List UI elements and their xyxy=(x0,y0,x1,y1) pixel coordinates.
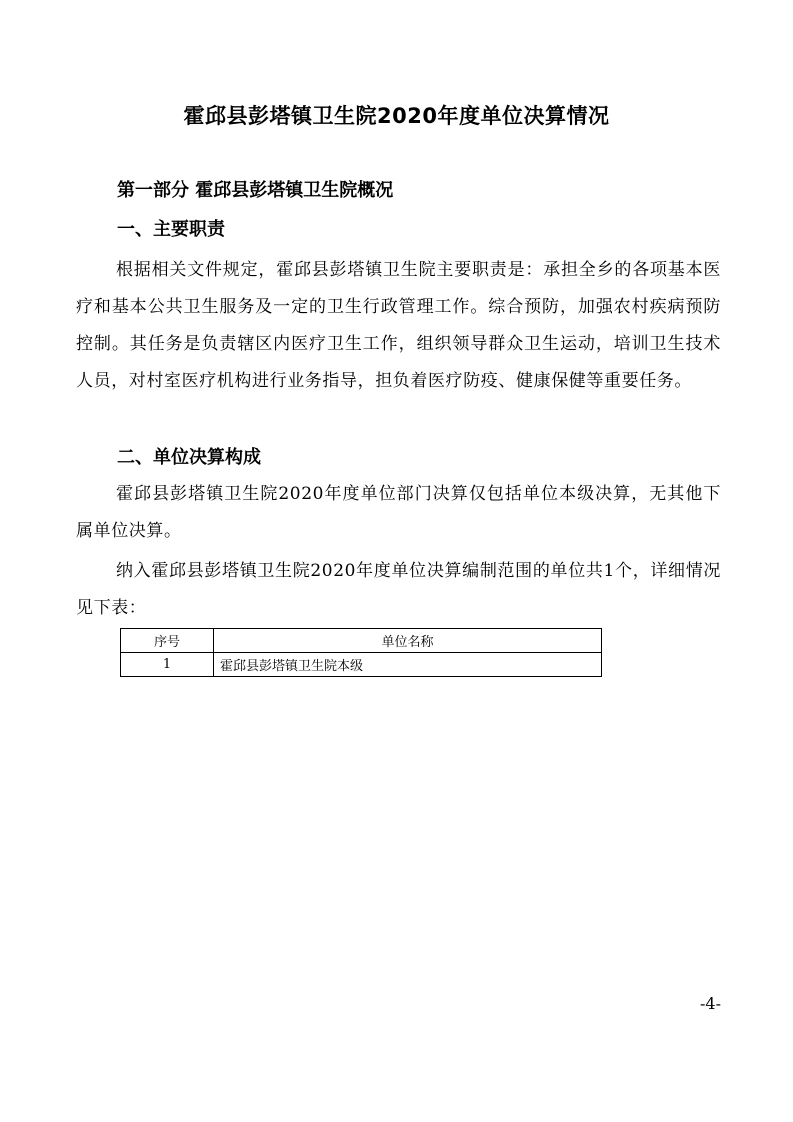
section-heading-composition: 二、单位决算构成 xyxy=(117,447,261,468)
cell-index: 1 xyxy=(121,653,214,677)
document-title: 霍邱县彭塔镇卫生院2020年度单位决算情况 xyxy=(183,104,610,128)
table-row xyxy=(121,653,602,677)
section-heading-duties: 一、主要职责 xyxy=(117,219,225,240)
duties-paragraph: 根据相关文件规定，霍邱县彭塔镇卫生院主要职责是：承担全乡的各项基本医疗和基本公共卫生服务及一定的卫生行政管理工作。综合预防，加强农村疾病预防控制。其任务是负责辖区内医疗卫生工作，组织领导群众卫生运动，培训卫生技术人员，对村室医疗机构进行业务指导，担负着医疗防疫、健康保健等重要任务。 xyxy=(76,260,721,391)
composition-paragraph: 霍邱县彭塔镇卫生院2020年度单位部门决算仅包括单位本级决算，无其他下属单位决算。 xyxy=(76,484,721,541)
units-table xyxy=(120,628,602,677)
scope-paragraph: 纳入霍邱县彭塔镇卫生院2020年度单位决算编制范围的单位共1个，详细情况见下表： xyxy=(76,561,721,618)
table-header-row xyxy=(121,629,602,653)
header-unit-name: 单位名称 xyxy=(214,629,602,653)
header-index: 序号 xyxy=(121,629,214,653)
part-heading: 第一部分 霍邱县彭塔镇卫生院概况 xyxy=(117,180,394,201)
cell-unit-name: 霍邱县彭塔镇卫生院本级 xyxy=(214,653,602,677)
page-number: -4- xyxy=(700,994,721,1013)
